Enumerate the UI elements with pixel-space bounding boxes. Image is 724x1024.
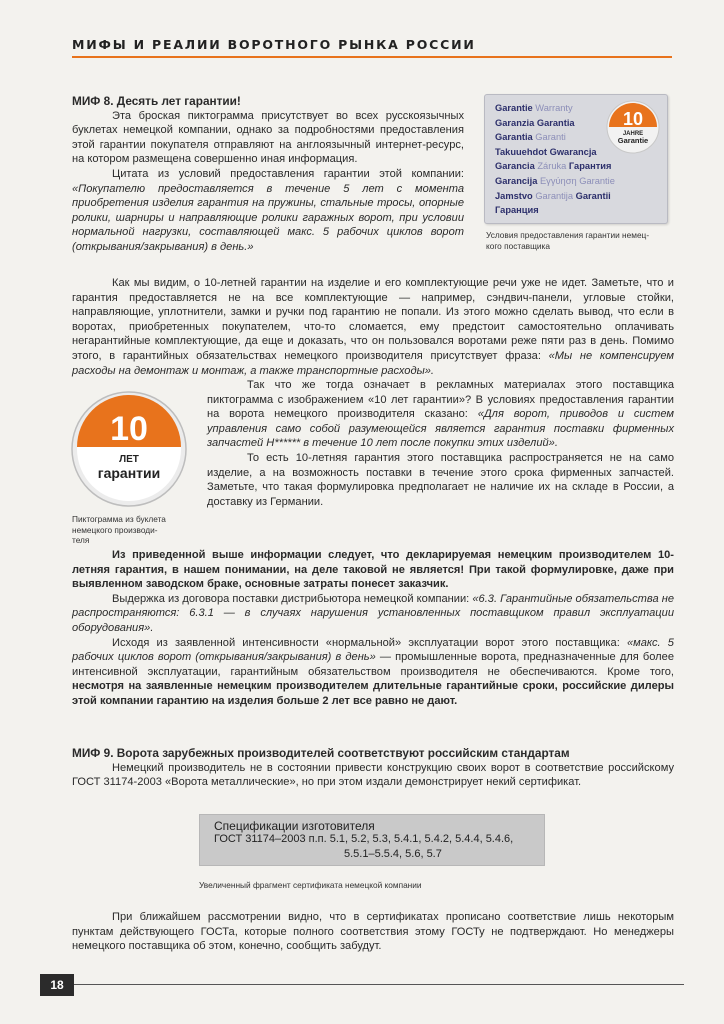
- warranty-language-line: [495, 132, 566, 142]
- warranty-word: Garanti: [532, 132, 566, 143]
- myth9-paragraph-1: Немецкий производитель не в состоянии привести конструкцию своих ворот в соответствие российскому ГОСТ 31174-2003 «Ворота металлические», но при этом издали демонстрирует некий сертификат.: [72, 761, 674, 789]
- caption-line: немецкого производи-: [72, 524, 158, 535]
- big-badge-caption: [72, 514, 192, 546]
- warranty-language-line: [495, 118, 575, 128]
- myth8-right-column: [207, 378, 674, 509]
- warranty-word: Garanzia: [495, 117, 535, 128]
- myth8-paragraph-3: [72, 276, 674, 378]
- warranty-word: Warranty: [532, 103, 573, 113]
- quote-text: «макс. 5 рабочих циклов ворот (открывания/закрывания) в день»: [72, 636, 674, 664]
- myth8-paragraph-4: [207, 378, 674, 451]
- warranty-language-line: [495, 191, 611, 201]
- warranty-word: Jamstvo: [495, 190, 533, 201]
- running-title: МИФЫ И РЕАЛИИ ВОРОТНОГО РЫНКА РОССИИ: [72, 37, 476, 52]
- myth8-paragraph-2: [72, 167, 464, 255]
- badge-number: 10: [110, 410, 148, 448]
- warranty-word: Garantia: [495, 132, 533, 143]
- warranty-language-line: [495, 205, 539, 215]
- paragraph-text: Так что же тогда означает в рекламных материалах этого поставщика пиктограмма с изображением «10 лет гарантии»? В условиях предоставления гарантии на ворота немецкого производителя сказано:: [207, 379, 674, 421]
- warranty-language-line: [495, 103, 573, 113]
- warranty-word: Garancia: [495, 161, 535, 172]
- bold-text: несмотря на заявленные немецким производителем длительные гарантийные сроки, российские дилеры этой компании гарантию на изделия больше 2 лет все равно не дают.: [72, 680, 674, 707]
- paragraph-text: Выдержка из договора поставки дистрибьютора немецкой компании:: [112, 592, 470, 605]
- warranty-word: Garantija: [532, 190, 574, 201]
- certificate-caption: Увеличенный фрагмент сертификата немецкой компании: [199, 880, 422, 890]
- myth8-title: МИФ 8. Десять лет гарантии!: [72, 94, 241, 108]
- myth9-title: МИФ 9. Ворота зарубежных производителей соответствуют российским стандартам: [72, 746, 570, 760]
- caption-line: Условия предоставления гарантии немец-: [486, 230, 650, 240]
- myth8-paragraph-6: Из приведенной выше информации следует, что декларируемая немецким производителем 10-летняя гарантия, в нашем понимании, на деле таковой не является! При такой формулировке, даже при выявленном заводском браке, основные затраты понесет заказчик.: [72, 549, 674, 591]
- myth8-intro: [72, 94, 464, 255]
- ten-years-guarantee-badge: [70, 390, 188, 508]
- caption-line: теля: [72, 535, 90, 545]
- paragraph-text: Как мы видим, о 10-летней гарантии на изделие и его комплектующие речи уже не идет. Заметьте, что и гарантия предоставляется не на все комплектующие — например, сэндвич-панели, угловые стойки, направляющие, уплотнители, замки и ручки под гарантию не попали. Из этого можно сделать вывод, что если в воротах, приобретенных покупателем, что-то сломается, ему предстоит самостоятельно оплачивать негарантийные комплектующие, да еще и доказать, что он пользовался воротами реже пяти раз в день. Помимо этого, в гарантийных обязательствах немецкого производителя присутствует фраза:: [72, 277, 674, 362]
- footer-rule: [74, 984, 684, 985]
- myth8-paragraph-8: [72, 636, 674, 709]
- quote-lead: Цитата из условий предоставления гарантии этой компании:: [112, 167, 464, 180]
- myth8-paragraph-1: Эта броская пиктограмма присутствует во всех русскоязычных буклетах немецкой компании, однако за подробностями предоставления этой гарантии покупателя отправляют на англоязычный интернет-ресурс, на котором размещена совершенно иная информация.: [72, 109, 464, 166]
- warranty-word: Гарантия: [566, 161, 612, 172]
- warranty-word: Garantia: [534, 117, 575, 128]
- warranty-box-caption: [486, 230, 672, 251]
- warranty-word: Garantie: [495, 103, 533, 113]
- paragraph-text: Исходя из заявленной интенсивности «нормальной» эксплуатации ворот этого поставщика:: [112, 636, 620, 649]
- spec-line-2: 5.5.1–5.5.4, 5.6, 5.7: [344, 848, 442, 860]
- badge-line2: гарантии: [97, 465, 161, 481]
- warranty-word: Гаранция: [495, 205, 539, 216]
- myth8-paragraph-7: [72, 592, 674, 636]
- badge-small-line1: JAHRE: [622, 131, 644, 137]
- page-number: 18: [40, 974, 74, 996]
- header-rule: [72, 56, 672, 58]
- warranty-word: Garantii: [573, 190, 611, 201]
- warranty-word: Garantie: [576, 176, 615, 186]
- caption-line: Пиктограмма из буклета: [72, 514, 166, 524]
- warranty-language-line: [495, 176, 615, 186]
- warranty-word: Garancija: [495, 176, 538, 186]
- myth9-paragraph-2: При ближайшем рассмотрении видно, что в сертификатах прописано соответствие лишь некоторым пунктам действующего ГОСТа, которые полного соответствия этому ГОСТу не подтверждают. Но менеджеры немецкого поставщика об этом, конечно, сообщить забудут.: [72, 911, 674, 953]
- ten-years-badge-small: [606, 100, 660, 154]
- warranty-word: Εγγύηση: [537, 176, 577, 186]
- warranty-word: Gwarancja: [547, 146, 597, 157]
- myth9-section: [72, 746, 674, 790]
- warranty-language-line: [495, 147, 597, 157]
- caption-line: кого поставщика: [486, 240, 550, 251]
- spec-title: Спецификации изготовителя: [214, 819, 375, 833]
- quote-text: «Покупателю предоставляется в течение 5 лет с момента приобретения изделия гарантия на пружины, стальные тросы, опорные ролики, шарниры и направляющие ролики гаражных ворот, при условии нормальной нагрузки, составляющей макс. 5 рабочих циклов ворот (открывания/закрывания) в день.»: [72, 182, 464, 253]
- badge-line1: ЛЕТ: [119, 454, 139, 465]
- myth8-conclusion: [72, 548, 674, 709]
- spec-line-1: ГОСТ 31174–2003 п.п. 5.1, 5.2, 5.3, 5.4.1, 5.4.2, 5.4.4, 5.4.6,: [214, 833, 514, 845]
- certificate-fragment: [199, 814, 545, 866]
- warranty-language-line: [495, 161, 611, 171]
- warranty-word: Takuuehdot: [495, 146, 547, 157]
- quote-text: «Для ворот, приводов и систем управления само собой разумеющейся является гарантия поставки фирменных запчастей Н****** в течение 10 лет после покупки этих изделий».: [207, 408, 674, 450]
- badge-small-line2: Garantie: [617, 136, 649, 145]
- paragraph-text: — промышленные ворота, предназначенные для более интенсивной эксплуатации, гарантийным обязательством производителя не обеспечиваются. Кроме того,: [72, 651, 674, 678]
- quote-text: «6.3. Гарантийные обязательства не распространяются: 6.3.1 — в случаях нарушения установленных поставщиком правил эксплуатации оборудования».: [72, 592, 675, 634]
- myth8-paragraph-5: То есть 10-летняя гарантия этого поставщика распространяется не на само изделие, а на возможность поставки в течение этого срока фирменных запчастей. Заметьте, что такая формулировка предполагает не наличие их на складе в России, а доставку из Германии.: [207, 451, 674, 508]
- quote-text: «Мы не компенсируем расходы на демонтаж и монтаж, а также транспортные расходы».: [72, 349, 674, 377]
- badge-small-number: 10: [622, 109, 644, 129]
- warranty-word: Záruka: [534, 161, 567, 172]
